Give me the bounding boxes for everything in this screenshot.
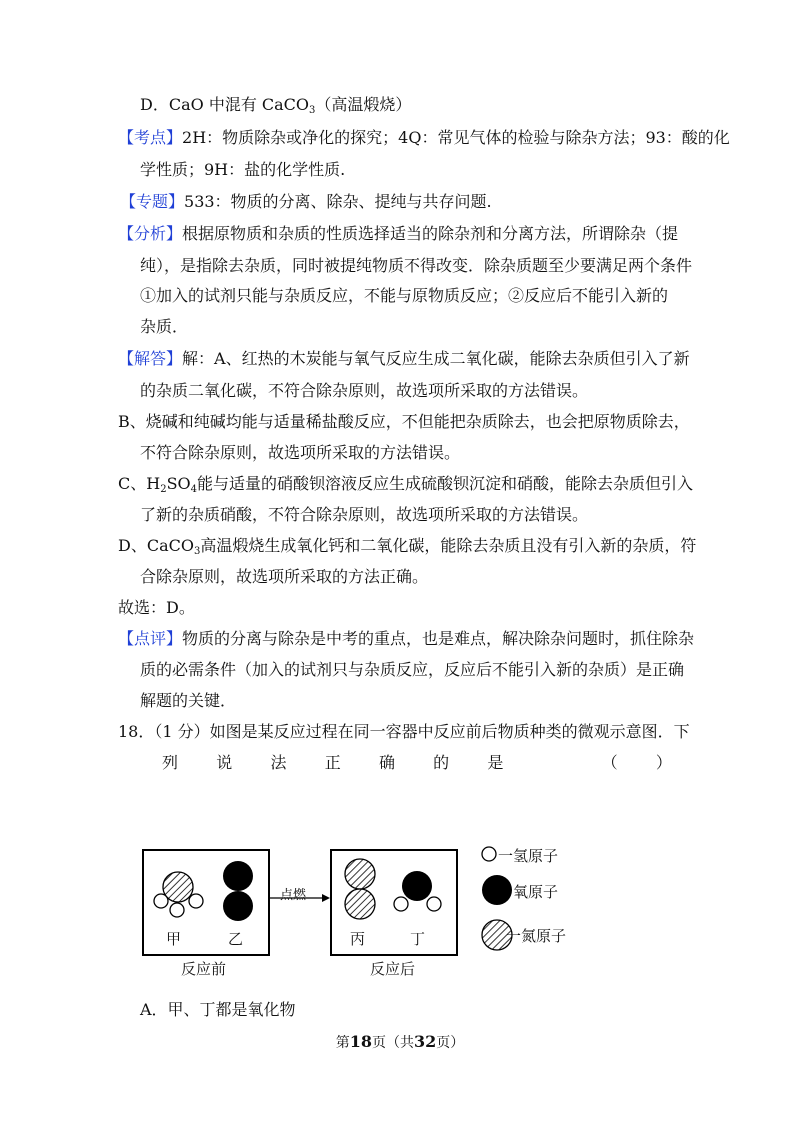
legend-hydrogen-icon	[482, 847, 496, 861]
d1-post: 高温煅烧生成氧化钙和二氧化碳，能除去杂质且没有引入新的杂质，符	[200, 536, 697, 555]
option-d-text: D．CaO 中混有 CaCO	[140, 95, 310, 114]
q18-char: 说	[216, 753, 233, 772]
fenxi-line4: 杂质．	[140, 317, 189, 336]
jieda-line1	[118, 347, 690, 371]
molecule-jia	[154, 872, 203, 917]
fenxi-tag: 【分析】	[118, 224, 183, 243]
q18-char: 的	[433, 753, 450, 772]
option-a: A．甲、丁都是氧化物	[140, 1000, 296, 1019]
legend-hydrogen-label: 一氢原子	[498, 847, 559, 865]
jieda-c1	[118, 472, 693, 502]
fenxi-line2: 纯），是指除去杂质，同时被提纯物质不得改变．除杂质题至少要满足两个条件	[140, 256, 693, 275]
q18-line2	[162, 751, 672, 775]
dianping-tag: 【点评】	[118, 629, 183, 648]
nitrogen-atom	[345, 889, 375, 919]
hydrogen-atom	[189, 894, 203, 908]
label-after: 反应后	[370, 960, 416, 978]
label-before: 反应前	[181, 960, 227, 978]
label-jia: 甲	[166, 930, 182, 948]
q18-char: ）	[655, 753, 672, 772]
label-ding: 丁	[410, 930, 426, 948]
c1-pre: C、H	[118, 474, 161, 493]
d1-pre: D、CaCO	[118, 536, 194, 555]
q18-char: （	[601, 753, 618, 772]
label-yi: 乙	[228, 930, 244, 948]
hydrogen-atom	[170, 903, 184, 917]
legend-nitrogen-label: 一氮原子	[506, 927, 567, 945]
jieda-d1	[118, 534, 696, 564]
molecule-yi	[223, 861, 253, 921]
jieda-d2: 合除杂原则，故选项所采取的方法正确。	[140, 567, 429, 586]
jieda-tag: 【解答】	[118, 349, 183, 368]
hydrogen-atom	[394, 897, 408, 911]
legend-oxygen-label: 氧原子	[513, 883, 559, 901]
jieda-b2: 不符合除杂原则，故选项所采取的方法错误。	[140, 443, 461, 462]
zhuanti-text: 533：物质的分离、除杂、提纯与共存问题.	[184, 192, 492, 211]
legend-oxygen-icon	[482, 875, 512, 905]
jieda-b1: B、烧碱和纯碱均能与适量稀盐酸反应，不但能把杂质除去，也会把原物质除去，	[118, 412, 690, 431]
q18-char: 列	[162, 753, 179, 772]
oxygen-atom	[223, 891, 253, 921]
dianping-line3: 解题的关键．	[140, 691, 237, 710]
c1-so: SO	[166, 474, 191, 493]
dianping-line1	[118, 627, 694, 651]
q18-char: 正	[324, 753, 341, 772]
nitrogen-atom	[345, 859, 375, 889]
subscript: 4	[190, 484, 198, 495]
c1-post: 能与适量的硝酸钡溶液反应生成硫酸钡沉淀和硝酸，能除去杂质但引入	[197, 474, 694, 493]
footer-post: 页）	[436, 1035, 465, 1051]
fenxi-line3: ①加入的试剂只能与杂质反应，不能与原物质反应；②反应后不能引入新的	[140, 286, 669, 305]
q18-char: 是	[487, 753, 504, 772]
dianping-text: 物质的分离与除杂是中考的重点，也是难点，解决除杂问题时，抓住除杂	[182, 629, 695, 648]
kaodian-line1	[118, 126, 730, 150]
page-total: 32	[414, 1032, 437, 1051]
page-footer	[0, 1032, 800, 1052]
molecule-ding	[394, 871, 441, 911]
subscript: 2	[160, 484, 167, 495]
jieda-line2: 的杂质二氧化碳，不符合除杂原则，故选项所采取的方法错误。	[140, 381, 589, 400]
footer-pre: 第	[335, 1035, 350, 1051]
subscript: 3	[309, 105, 316, 116]
molecule-bing	[345, 859, 375, 919]
arrow-label: 点燃	[280, 888, 307, 903]
hydrogen-atom	[427, 897, 441, 911]
kaodian-line2: 学性质；9H：盐的化学性质.	[140, 160, 346, 179]
zhuanti-tag: 【专题】	[120, 192, 185, 211]
jieda-text: 解：A、红热的木炭能与氧气反应生成二氧化碳，能除去杂质但引入了新	[182, 349, 690, 368]
fenxi-line1	[118, 222, 678, 246]
kaodian-text: 2H：物质除杂或净化的探究；4Q：常见气体的检验与除杂方法；93：酸的化	[182, 128, 730, 147]
kaodian-tag: 【考点】	[118, 128, 183, 147]
hydrogen-atom	[154, 894, 168, 908]
label-bing: 丙	[350, 930, 366, 948]
q18-char: 法	[270, 753, 287, 772]
oxygen-atom	[223, 861, 253, 891]
jieda-answer: 故选：D。	[118, 598, 195, 617]
jieda-c2: 了新的杂质硝酸，不符合除杂原则，故选项所采取的方法错误。	[140, 505, 589, 524]
fenxi-text: 根据原物质和杂质的性质选择适当的除杂剂和分离方法，所谓除杂（提	[182, 224, 679, 243]
q18-char: 确	[378, 753, 395, 772]
subscript: 3	[193, 546, 201, 557]
oxygen-atom	[402, 871, 432, 901]
option-d-suffix: （高温煅烧）	[315, 95, 412, 114]
dianping-line2: 质的必需条件（加入的试剂只与杂质反应，反应后不能引入新的杂质）是正确	[140, 660, 685, 679]
footer-mid: 页（共	[372, 1035, 414, 1051]
q18-line1: 18．（1 分）如图是某反应过程在同一容器中反应前后物质种类的微观示意图．下	[118, 722, 690, 741]
page-number: 18	[349, 1032, 372, 1051]
option-d	[140, 93, 411, 123]
zhuanti-line	[120, 190, 492, 214]
